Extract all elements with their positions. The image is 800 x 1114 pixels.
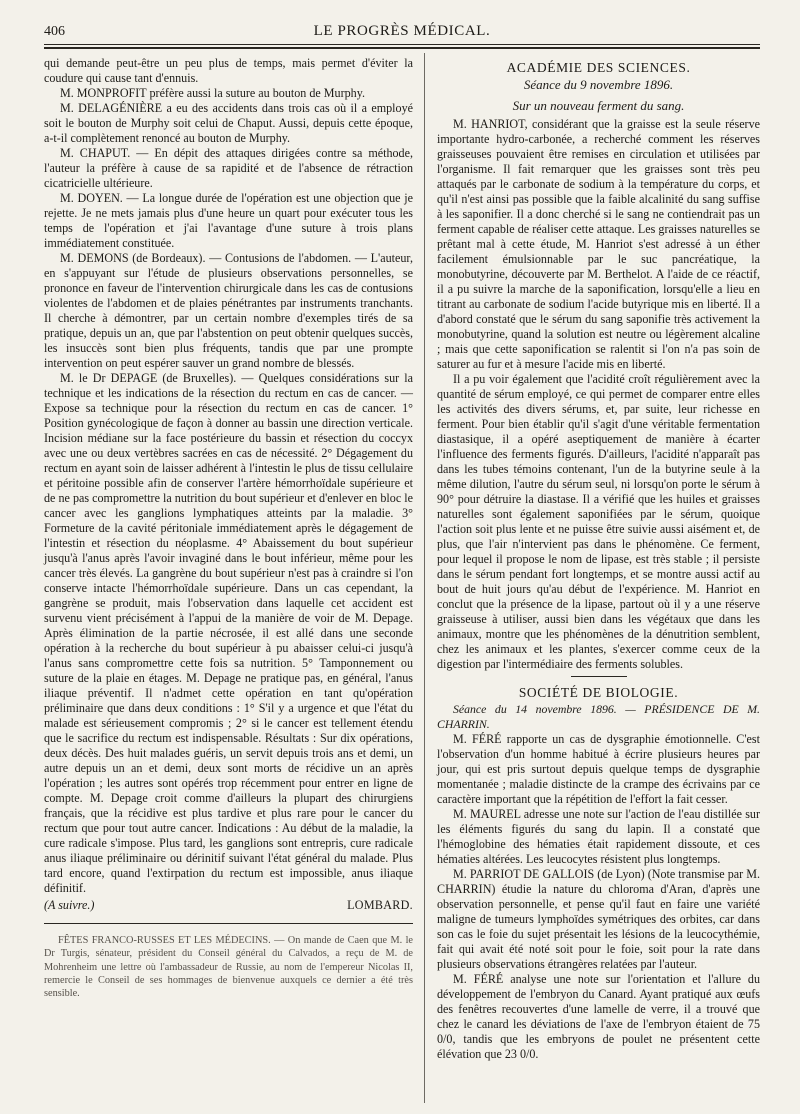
news-note — [44, 934, 413, 1000]
author-signature: LOMBARD. — [347, 898, 413, 912]
left-column — [44, 56, 413, 1000]
paragraph: qui demande peut-être un peu plus de temps, mais permet d'éviter la coudure qui cause tant d'ennuis. — [44, 56, 413, 85]
paragraph: Il a pu voir également que l'acidité croît régulièrement avec la quantité de sérum employé, ce qui permet de comparer entre elles les activités des divers sérums, et, par suite, leur richesse en ferment. Pour bien établir qu'il s'agit d'une véritable fermentation diastasique, il a opéré aseptiquement de manière à écarter l'influence des ferments figurés. D'ailleurs, l'acidité n'apparaît pas dans les tubes témoins contenant, l'un de la butyrine seule à la même dilution, l'autre du sérum seul, ni lorsqu'on porte le sérum à 90° pour détruire la diastase. Il a vérifié que les huiles et graisses naturelles sont également saponifiées par le sérum, quoique l'action soit plus lente et ne puisse être suivie aussi aisément et, de plus, que l'air n'intervient pas dans le phénomène. Ce ferment, pour lequel il propose le nom de lipase, est très stable ; il persiste dans le sérum pendant fort longtemps, et se montre aussi actif au bout de huit jours qu'au début de l'expérience. M. Hanriot en conclut que la présence de la lipase, partout où il y a une réserve graisseuse à utiliser, aussi bien dans les végétaux que dans les animaux, montre que les phénomènes de la dénutrition semblent, chez les animaux et les plantes, s'exercer comme ceux de la digestion par l'intermédiaire des ferments solubles. — [437, 372, 760, 671]
page-number: 406 — [44, 24, 65, 39]
academie-subtitle: Sur un nouveau ferment du sang. — [512, 98, 685, 113]
header-double-rule — [44, 47, 760, 49]
section-rule — [571, 676, 627, 677]
paragraph: M. MAUREL adresse une note sur l'action de l'eau distillée sur les éléments figurés du sang du lapin. Il a constaté que l'hémoglobine des hématies était rapidement dissoute, et ces hématies altérées. Les leucocytes résistent plus longtemps. — [437, 807, 760, 866]
paragraph: M. PARRIOT DE GALLOIS (de Lyon) (Note transmise par M. CHARRIN) étudie la nature du chloroma d'Aran, d'après une observation personnelle, et pense qu'il faut en faire une variété maligne de tumeurs lymphoïdes symétriques des orbites, car dans son cas le foie du sujet présentait les lésions de la leucocythémie, fait qui avait été noté soit pour le foie, soit pour la rate dans plusieurs observations étrangères relatées par l'auteur. — [437, 867, 760, 971]
to-be-continued: (A suivre.) — [44, 898, 95, 912]
paragraph: M. DEMONS (de Bordeaux). — Contusions de l'abdomen. — L'auteur, en s'appuyant sur l'étude de plusieurs observations personnelles, se prononce en faveur de l'intervention chirurgicale dans les cas de contusions violentes de l'abdomen et de plaies pénétrantes par instruments tranchants. Il cherche à démontrer, par un certain nombre d'exemples tirés de sa pratique, depuis un an, que par l'abstention on peut obtenir quelques succès, les insuccès sont bien plus fréquents, tandis que par une prompte intervention on peut espérer sauver un grand nombre de blessés. — [44, 251, 413, 370]
paragraph: M. MONPROFIT préfère aussi la suture au bouton de Murphy. — [60, 86, 365, 100]
right-column — [437, 58, 760, 1062]
signature-line — [44, 898, 413, 913]
societe-title: SOCIÉTÉ DE BIOLOGIE. — [518, 685, 679, 700]
academie-title: ACADÉMIE DES SCIENCES. — [506, 60, 691, 75]
paragraph: M. HANRIOT, considérant que la graisse est la seule réserve importante hydro-carbonée, a recherché comment les réserves graisseuses pouvaient être remises en circulation et utilisées par l'organisme. Il fait remarquer que les graisses sont très peu attaqués par le carbonate de sodium à la température du corps, et qu'il n'est ainsi pas possible que la faible alcalinité du sang suffise à les saponifier. Il a donc cherché si le sang ne contiendrait pas un ferment capable de réaliser cette attaque. Les graisses naturelles se prêtant mal à cette étude, M. Hanriot s'est adressé à un éther facilement émulsionnable par le suc pancréatique, la monobutyrine, découverte par M. Berthelot. A l'aide de ce réactif, il a pu suivre la marche de la saponification, lorsqu'elle a lieu en titrant au carbonate de sodium l'acide butyrique mis en liberté. Il a d'abord constaté que le sérum du sang saponifie très activement la monobutyrine, quand la solution est neutre ou légèrement alcaline ; mais que cette saponification se ralentit si l'on n'a pas soin de saturer au fur et à mesure l'acide mis en liberté. — [437, 117, 760, 371]
paragraph: M. DELAGÉNIÈRE a eu des accidents dans trois cas où il a employé soit le bouton de Murphy soit celui de Chaput. Aussi, depuis cette époque, a-t-il complètement renoncé au bouton de Murphy. — [44, 101, 413, 145]
column-divider — [424, 53, 425, 1103]
journal-title: LE PROGRÈS MÉDICAL. — [313, 23, 491, 39]
paragraph: M. le Dr DEPAGE (de Bruxelles). — Quelques considérations sur la technique et les indications de la résection du rectum en cas de cancer. — Expose sa technique pour la résection du rectum en cas de cancer. 1° Position gynécologique de façon à donner au bassin une direction verticale. Incision médiane sur la face postérieure du bassin et résection du coccyx avec une ou deux vertèbres sacrées en cas de nécessité. 2° Dégagement du rectum en ayant soin de laisser adhérent à l'intestin le plus de tissu cellulaire et péritoine possible afin de conserver l'artère hémorrhoïdale supérieure et de ne pas compromettre la nutrition du bout supérieur et d'enlever en bloc le cancer avec les ganglions lymphatiques atteints par la maladie. 3° Formeture de la cavité péritoniale immédiatement après le dégagement de l'intestin et résection du néoplasme. 4° Abaissement du bout supérieur jusqu'à l'anus après l'avoir invaginé dans le bout inférieur, même pour les cancer très élevés. La gangrène du bout supérieur n'est pas à craindre si l'on conserve intacte l'hémorrhoïdale supérieure. Dans un cas cependant, la gangrène se produit, mais l'observation dans laquelle cet accident est survenu vient précisément à l'appui de la manière de voir de M. Depage. Après élimination de la partie nécrosée, il est allé dans une seconde opération à la recherche du bout supérieur à pu abaisser celui-ci jusqu'à l'anus sans compromettre cette fois sa nutrition. 5° Tamponnement ou suture de la plaie en étages. M. Depage ne pratique pas, en général, l'anus iliaque préventif. Il n'admet cette opération en tant qu'opération préliminaire que dans deux conditions : 1° S'il y a urgence et que l'état du malade est sérieusement compromis ; 2° si le cancer est tellement étendu que le sacrifice du rectum est indispensable. Résultats : Sur dix opérations, deux décès. Des huit malades guéris, un servit depuis trois ans et demi, un autre depuis un an et demi, deux sont morts de récidive un an après l'opération ; les autres sont opérés trop récemment pour entrer en ligne de compte. M. Depage croit comme d'ailleurs la plupart des chirurgiens français, que la récidive est plus tardive et plus rare pour le cancer du rectum que pour tout autre cancer. Indications : Au début de la maladie, la cure radicale s'impose. Plus tard, les ganglions sont entrepris, cure radicale anus iliaque préliminaire ou dérinitif suivant l'état général du malade. Plus tard encore, quand l'extirpation du rectum est impossible, anus iliaque définitif. — [44, 371, 413, 895]
separator-rule — [44, 923, 413, 924]
societe-date: Séance du 14 novembre 1896. — PRÉSIDENCE DE M. CHARRIN. — [437, 702, 760, 731]
page-header — [44, 20, 760, 42]
academie-date: Séance du 9 novembre 1896. — [523, 77, 674, 92]
paragraph: M. FÉRÉ rapporte un cas de dysgraphie émotionnelle. C'est l'observation d'un homme habitué à écrire plusieurs heures par jour, qui est pris surtout depuis quelque temps de dysgraphie momentanée ; maladie distincte de la crampe des écrivains par ce caractère important que la répétition de l'effort la fait cesser. — [437, 732, 760, 806]
paragraph: M. FÉRÉ analyse une note sur l'orientation et l'allure du développement de l'embryon du Canard. Ayant pratiqué aux œufs des fenêtres recouvertes d'une lamelle de verre, il a trouvé que chez le canard les déviations de l'axe de l'embryon étaient de 75 0/0, tandis que les embryons de poulet ne présentent cette élévation que 23 0/0. — [437, 972, 760, 1061]
paragraph: M. CHAPUT. — En dépit des attaques dirigées contre sa méthode, l'auteur la préfère à cause de sa rapidité et de l'absence de rétraction cicatricielle ultérieure. — [44, 146, 413, 190]
paragraph: M. DOYEN. — La longue durée de l'opération est une objection que je rejette. Je ne mets jamais plus d'une heure un quart pour exécuter tous les temps de l'opération et j'ai l'avantage d'une suture à trois plans immédiatement constituée. — [44, 191, 413, 250]
note-text: FÊTES FRANCO-RUSSES ET LES MÉDECINS. — On mande de Caen que M. le Dr Turgis, sénateur, président du Conseil général du Calvados, a reçu de M. de Mohrenheim une lettre où l'ambassadeur de Russie, au nom de l'empereur Nicolas II, remercie le Conseil de ses hommages de bienvenue auxquels ce dernier a été très sensible. — [44, 935, 413, 1000]
header-rule — [44, 44, 760, 45]
